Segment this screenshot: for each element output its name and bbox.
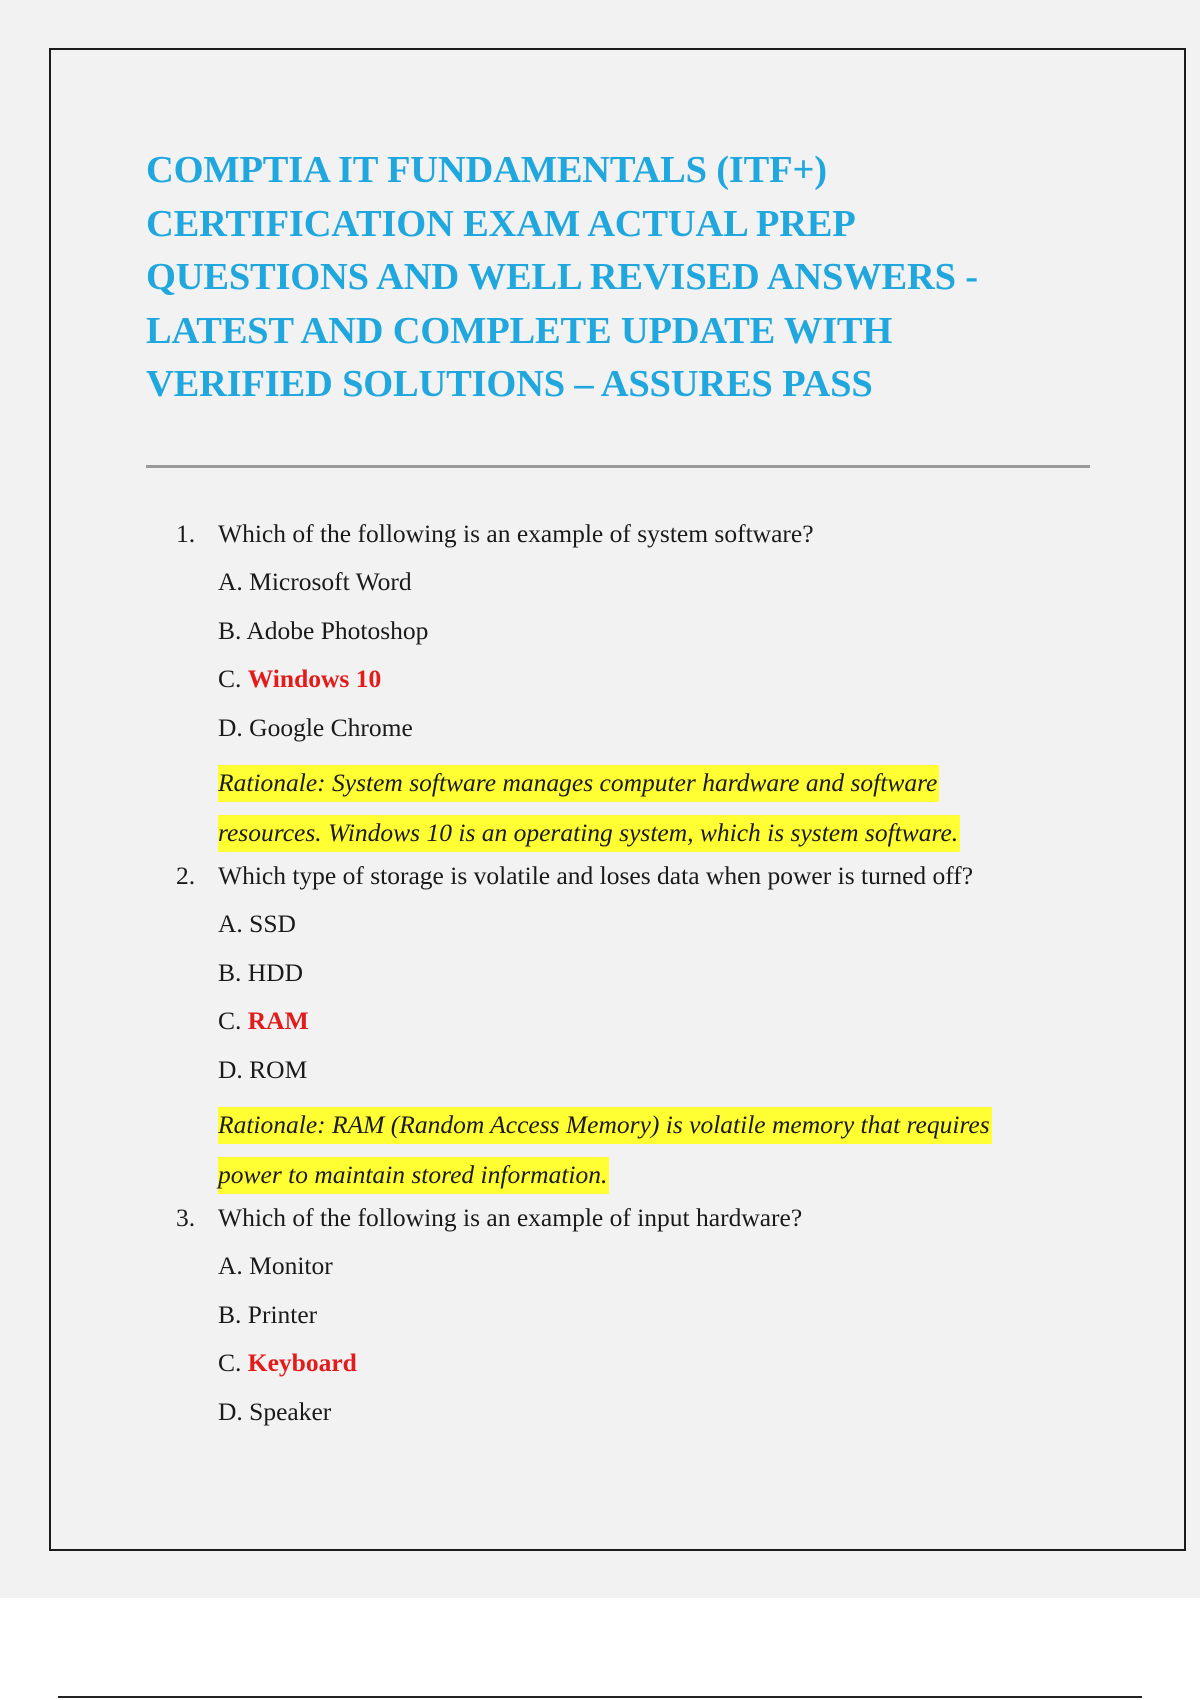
rationale-line: power to maintain stored information. — [218, 1157, 609, 1194]
option-text: SSD — [249, 909, 296, 938]
rationale — [218, 758, 1126, 858]
option-text: Google Chrome — [249, 712, 413, 742]
option-text: Speaker — [249, 1396, 332, 1426]
question-stem — [176, 858, 1126, 906]
option-letter: A. — [218, 909, 243, 938]
rationale-line: Rationale: RAM (Random Access Memory) is volatile memory that requires — [218, 1107, 992, 1144]
option-text: Monitor — [249, 1251, 333, 1280]
question-text: Which type of storage is volatile and loses data when power is turned off? — [218, 861, 974, 890]
option-letter: C. — [218, 664, 242, 693]
option-text: Microsoft Word — [249, 567, 412, 596]
question-1 — [176, 516, 1126, 858]
question-text: Which of the following is an example of system software? — [218, 519, 814, 548]
rationale-line: Rationale: System software manages computer hardware and software — [218, 765, 939, 802]
option-text: HDD — [247, 957, 304, 987]
title-divider — [146, 465, 1090, 468]
option-a — [218, 906, 1126, 955]
option-a — [218, 1248, 1126, 1297]
option-a — [218, 564, 1126, 613]
question-number: 1. — [176, 519, 196, 548]
option-letter: A. — [218, 1251, 243, 1280]
question-2 — [176, 858, 1126, 1200]
option-b — [218, 613, 1126, 662]
question-text: Which of the following is an example of input hardware? — [218, 1203, 803, 1232]
option-text: ROM — [249, 1054, 308, 1084]
next-page-divider — [58, 1696, 1142, 1698]
question-number: 3. — [176, 1203, 196, 1232]
option-d — [218, 1394, 1126, 1443]
option-letter: C. — [218, 1006, 242, 1035]
option-text: Adobe Photoshop — [246, 615, 429, 645]
title-line: QUESTIONS AND WELL REVISED ANSWERS - — [146, 256, 978, 298]
title-line: LATEST AND COMPLETE UPDATE WITH — [146, 309, 893, 352]
option-letter: B. — [218, 957, 242, 987]
question-3 — [176, 1200, 1126, 1442]
option-letter: B. — [218, 615, 242, 645]
correct-answer-text: RAM — [247, 1006, 309, 1035]
option-letter: B. — [218, 1299, 242, 1329]
question-number: 2. — [176, 861, 196, 890]
title-line: VERIFIED SOLUTIONS – ASSURES PASS — [146, 363, 873, 405]
option-letter: C. — [218, 1348, 242, 1377]
question-stem — [176, 1200, 1126, 1248]
title-line: COMPTIA IT FUNDAMENTALS (ITF+) — [146, 149, 827, 191]
option-b — [218, 955, 1126, 1004]
question-list — [176, 516, 1126, 1442]
title-line: CERTIFICATION EXAM ACTUAL PREP — [146, 202, 856, 245]
rationale — [218, 1100, 1126, 1200]
option-c — [218, 1003, 1126, 1052]
correct-answer-text: Keyboard — [247, 1348, 357, 1377]
option-letter: D. — [218, 712, 243, 742]
document-title — [146, 144, 1106, 412]
option-d — [218, 710, 1126, 759]
option-b — [218, 1297, 1126, 1346]
option-text: Printer — [247, 1299, 318, 1329]
option-letter: A. — [218, 567, 243, 596]
question-stem — [176, 516, 1126, 564]
option-c — [218, 661, 1126, 710]
option-letter: D. — [218, 1396, 243, 1426]
option-letter: D. — [218, 1054, 243, 1084]
rationale-line: resources. Windows 10 is an operating system, which is system software. — [218, 815, 960, 852]
correct-answer-text: Windows 10 — [247, 664, 382, 693]
option-c — [218, 1345, 1126, 1394]
option-d — [218, 1052, 1126, 1101]
